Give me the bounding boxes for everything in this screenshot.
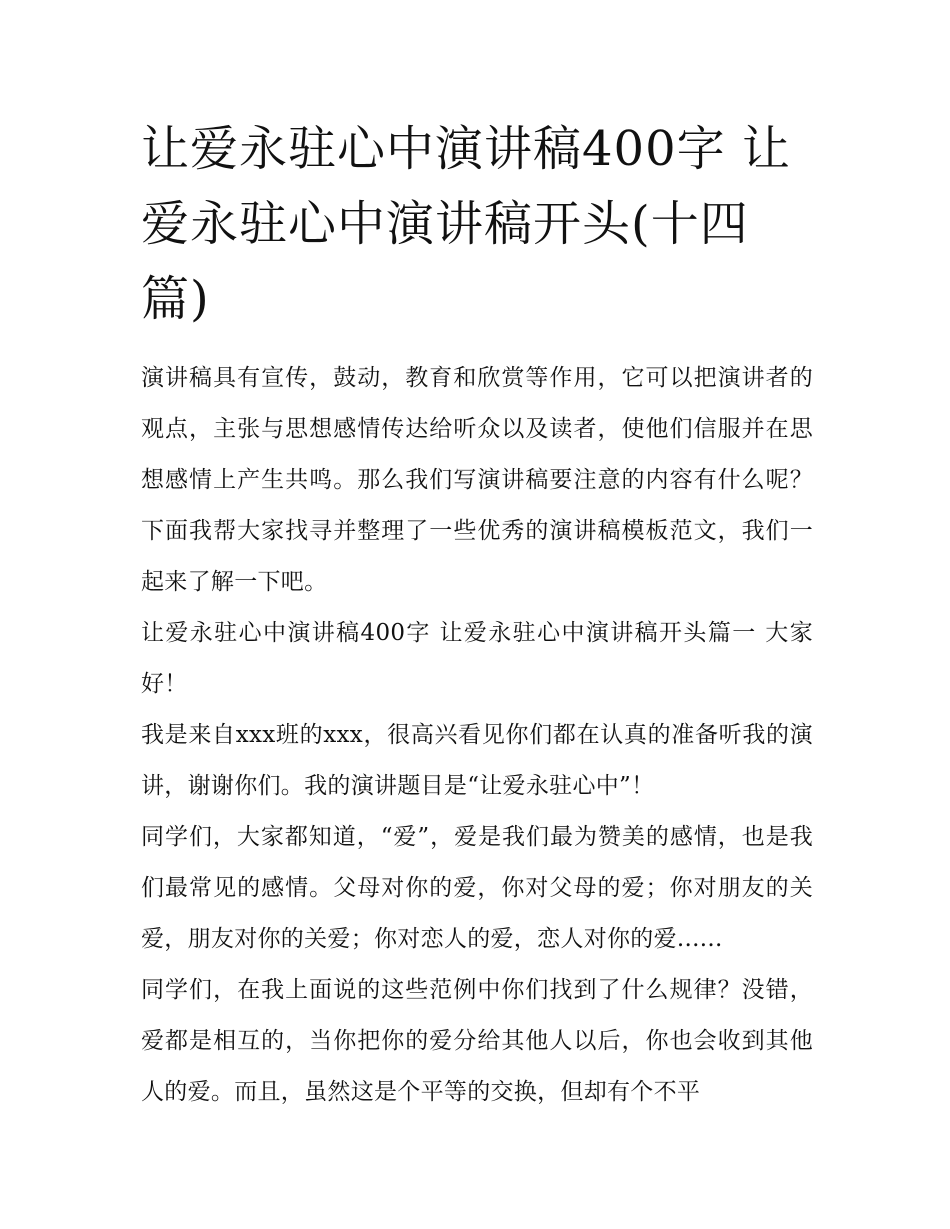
document-page — [141, 112, 813, 1118]
paragraph-intro: 演讲稿具有宣传，鼓动，教育和欣赏等作用，它可以把演讲者的观点，主张与思想感情传达给听众以及读者，使他们信服并在思想感情上产生共鸣。那么我们写演讲稿要注意的内容有什么呢？下面我帮大家找寻并整理了一些优秀的演讲稿模板范文，我们一起来了解一下吧。 — [141, 365, 813, 595]
paragraph-love-examples: 同学们，大家都知道，“爱”，爱是我们最为赞美的感情，也是我们最常见的感情。父母对你的爱，你对父母的爱；你对朋友的关爱，朋友对你的关爱；你对恋人的爱，恋人对你的爱...... — [141, 824, 813, 952]
document-body — [141, 353, 813, 1118]
paragraph-self-introduction: 我是来自xxx班的xxx，很高兴看见你们都在认真的准备听我的演讲，谢谢你们。我的演讲题目是“让爱永驻心中”！ — [141, 722, 813, 799]
paragraph-section-heading: 让爱永驻心中演讲稿400字 让爱永驻心中演讲稿开头篇一 大家好！ — [141, 620, 813, 697]
document-title: 让爱永驻心中演讲稿400字 让爱永驻心中演讲稿开头(十四篇) — [141, 121, 791, 327]
paragraph-love-is-mutual: 同学们，在我上面说的这些范例中你们找到了什么规律？没错，爱都是相互的，当你把你的爱分给其他人以后，你也会收到其他人的爱。而且，虽然这是个平等的交换，但却有个不平 — [141, 977, 813, 1105]
